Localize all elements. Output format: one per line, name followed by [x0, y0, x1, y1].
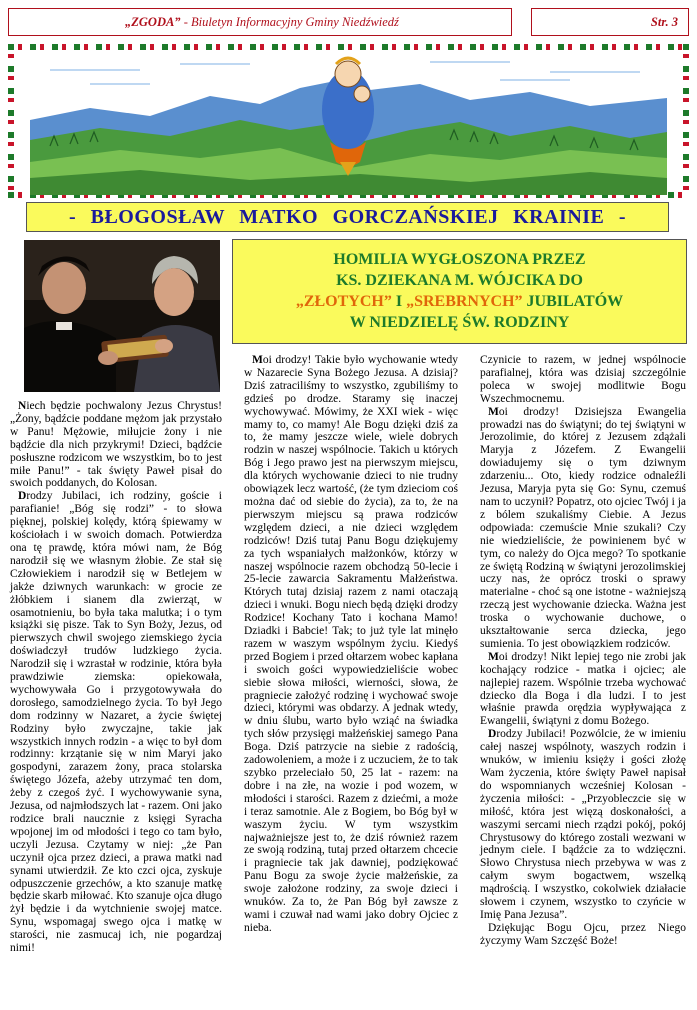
paragraph-lead-letter: M: [252, 354, 263, 366]
paragraph-text: iech będzie pochwalony Jezus Chrystus! „Żony, bądźcie poddane mężom jak przystało w Panu! Mężowie, miłujcie żony i nie bądźcie dla nich przykrymi! Dzieci, bądźcie posłuszne rodzicom we wszystkim, bo to jest miłe Panu!” - tak święty Paweł pisał do swoich poddanych, do Kolosan.: [10, 400, 222, 490]
homily-gold-label: „ZŁOTYCH”: [295, 293, 392, 310]
paragraph-lead-letter: M: [488, 405, 499, 418]
homily-line-3: [233, 291, 686, 312]
paragraph-lead-letter: D: [18, 490, 27, 503]
page-banner-title: - BŁOGOSŁAW MATKO GORCZAŃSKIEJ KRAINIE -: [26, 202, 669, 232]
paragraph: [480, 651, 686, 728]
homily-silver-label: „SREBRNYCH”: [406, 293, 523, 310]
page-number: Str. 3: [531, 8, 689, 36]
banner-illustration: [30, 50, 667, 195]
photo-priest-and-woman: [24, 240, 220, 392]
paragraph-lead-letter: N: [18, 400, 27, 412]
paragraph: [10, 490, 222, 955]
bulletin-title: „ZGODA”: [125, 15, 181, 29]
homily-jubilees: JUBILATÓW: [522, 293, 624, 310]
paragraph: [10, 400, 222, 490]
paragraph-text: oi drodzy! Nikt lepiej tego nie zrobi jak kochający rodzice - matka i ojciec; ale najlepiej razem. Wspólnie trzeba wychować dziecko dla Boga i dla ludzi. I to jest właśnie prawda orędzia wypływająca z Ewangelii, świątyni z domu Bożego.: [480, 650, 686, 728]
bulletin-header: [8, 8, 512, 36]
homily-line-1: HOMILIA WYGŁOSZONA PRZEZ: [333, 251, 586, 268]
paragraph: [480, 922, 686, 948]
homily-line-4: W NIEDZIELĘ ŚW. RODZINY: [349, 314, 570, 331]
jubilee-photo: [24, 240, 220, 392]
paragraph-text: rodzy Jubilaci! Pozwólcie, że w imieniu całej naszej wspólnoty, waszych rodzin i wnuków, w imieniu księży i gości złożę Wam życzenia, które święty Paweł napisał do wspomnianych wcześniej Kolosan - życzenia miłości: - „Przyobleczcie się w miłość, która jest więzą doskonałości, a waszymi sercami niech rządzi pokój, pokój Chrystusowy do którego zostali wezwani w jednym ciele. I bądźcie za to wdzięczni. Słowo Chrystusa niech przebywa w was z całym swym bogactwem, wszelką mądrością. I wszystko, cokolwiek działacie słowem i czynem, wszystko to czyńcie w Imię Pana Jezusa”.: [480, 728, 686, 921]
paragraph: [244, 354, 458, 935]
paragraph: [480, 354, 686, 406]
homily-heading: [232, 239, 687, 344]
paragraph-lead-letter: M: [488, 650, 499, 663]
paragraph-text: rodzy Jubilaci, ich rodziny, goście i parafianie! „Bóg się rodzi” - to słowa pięknej, polskiej kolędy, którą śpiewamy w kościołach i w swoich domach. Potwierdza ona tę prawdę, która mówi nam, że Bóg narodził się we własnym żłobie. Ze stał się Człowiekiem i narodził się w Betlejem w jakże dziwnych warunkach: w grocie ze żłóbkiem i sianem dla zwierząt, w osamotnieniu, bo była taka malutka; i o tym książki się pisze. Tak to Syn Boży, Jezus, od pierwszych chwil swojego ziemskiego życia doświadczył trudów ludzkiego życia. Narodził się i wzrastał w rodzinie, która była prawdziwie ziemska: opiekowała, wychowywała Go i przygotowywała do dorosłego, samodzielnego życia. To był Jego dom rodzinny w Nazaret, a życie świętej Rodziny było zwyczajne, takie jak wszystkich innych rodzin - a więc to był dom rodzinny: krzątanie się w nim Maryi jako gospodyni, zarazem żony, praca stolarska świętego Józefa, ażeby utrzymać ten dom, żeby z czegoś żyć. I wychowywanie syna, Jezusa, od najmłodszych lat - razem. Oni jako rodzice brali naucznie z księgi Syracha wpojonej im od młodości i tego co tam było, uczyli Jezusa. Czytamy w niej: „że Pan uczynił ojca przez dzieci, a prawa matki nad synami utwierdził. Ze kto czci ojca, zyskuje odpuszczenie grzechów, a kto szanuje matkę będzie skarb miłować. Kto szanuje ojca długo żył będzie i da wytchnienie swojej matce. Synu, wspomagaj swego ojca i matkę w starości, nie zasmucaj ich, nie pogardzaj nimi!: [10, 490, 222, 955]
paragraph-text: Czynicie to razem, w jednej wspólnocie parafialnej, która was dzisiaj szczególnie poleca w swojej modlitwie Bogu Wszechmocnemu.: [480, 354, 686, 405]
article-column-2: [244, 354, 458, 935]
homily-line-2: KS. DZIEKANA M. WÓJCIKA DO: [336, 272, 583, 289]
article-column-1: [10, 400, 222, 955]
bulletin-subtitle: - Biuletyn Informacyjny Gminy Niedźwiedź: [183, 15, 399, 29]
paragraph-text: Dziękując Bogu Ojcu, przez Niego życzymy Wam Szczęść Boże!: [480, 921, 686, 947]
paragraph-text: oi drodzy! Dzisiejsza Ewangelia prowadzi nas do świątyni; do tej świątyni w Jerozolimie, do której z Jezusem zdążali Maryja z Józefem. Z Ewangelii dowiadujemy się o tym dziwnym zdarzeniu... Oto, kiedy rodzice odnaleźli Jezusa, Maryja pyta się Go: Synu, czemuś nam to uczynił? Popatrz, oto ojciec Twój i ja z bólem szukaliśmy Ciebie. A Jezus odpowiada: czemuście Mnie szukali? Czy nie wiedzieliście, że powinienem być w tym, co należy do Ojca mego? To spotkanie ze świętą Rodziną w świątyni jerozolimskiej uczy nas, że oprócz troski o sprawy materialne - choć są one istotne - ważniejszą rzeczą jest wychowanie dziecka. Ważna jest troska o wychowanie duchowe, o ukształtowanie serca dziecka, jego sumienia. To jest obowiązkiem rodziców.: [480, 405, 686, 650]
paragraph: [480, 406, 686, 651]
paragraph-text: oi drodzy! Takie było wychowanie wtedy w Nazarecie Syna Bożego Jezusa. A dzisiaj? Dziś zatraciliśmy to wszystko, zgubiliśmy to gdzieś po drodze. Staramy się inaczej wychowywać. Mówimy, że XXI wiek - więc mamy to, co mamy! Ale Bogu dzięki dziś za to, że mamy jeszcze wiele, wiele dobrych rodzin w naszej wspólnocie. Takich u których Bóg i Jego prawo jest na pierwszym miejscu, dla których wychowanie dzieci to nie trudny obowiązek lecz wartość, (że tym dzieciom coś można dać od siebie do życia), za to, że na pierwszym miejscu są prawa rodziców względem dzieci, a nie dzieci względem rodziców! Dziś tutaj Panu Bogu dziękujemy za tych wspaniałych małżonków, którzy w naszej wspólnocie razem obchodzą 50-lecie i 25-lecie zawarcia Sakramentu Małżeństwa. Których tutaj dzisiaj razem z nami otaczają dzieci i wnuki. Bogu niech będą dzięki drodzy Rodzice! Kochany Tato i kochana Mamo! Dziadki i Babcie! Tak; to już tyle lat minęło razem w waszym wspólnym życiu. Kiedyś przed Bogiem i przed ołtarzem wobec kapłana i swoich gości wypowiedzieliście wobec siebie słowa miłości, wierności, słowa, że pragniecie założyć rodzinę i wychować swoje dzieci, którymi was obdarzy. A jednak wtedy, w dniu ślubu, warto było wziąć na świadka tych słów przysięgi małżeńskiej samego Pana Boga. Dziś patrzycie na siebie z radością, zadowoleniem, a może i z uczuciem, że to tak szybko przeleciało 50, 25 lat - razem: na dobre i na złe, na wozie i pod wozem, w młodości i starości. Razem z dziećmi, a może i teraz samotnie. Ale z Bogiem, bo Bóg był w waszym życiu. W tym wszystkim najważniejsze jest to, że dziś również razem ze swoją rodziną, tutaj przed ołtarzem chcecie i pragniecie tak jak dawniej, podziękować Panu Bogu za swoje życie małżeńskie, za swoje założone rodziny, za swoje dzieci i wnuków. Za to, że Pan Bóg był zawsze z wami i czuwał nad wami jako dobry Ojciec z nieba.: [244, 354, 458, 934]
paragraph: [480, 728, 686, 922]
paragraph-lead-letter: D: [488, 728, 497, 741]
homily-conjunction: I: [391, 293, 407, 310]
article-column-3: [480, 354, 686, 948]
